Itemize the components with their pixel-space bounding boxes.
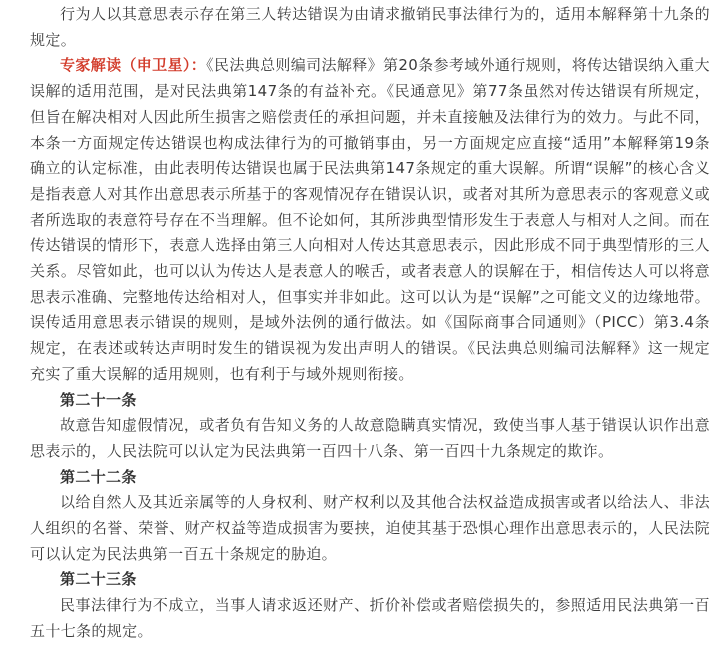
expert-commentary-paragraph — [30, 53, 710, 387]
article-21-body: 故意告知虚假情况，或者负有告知义务的人故意隐瞒真实情况，致使当事人基于错误认识作出意思表示的，人民法院可以认定为民法典第一百四十八条、第一百四十九条规定的欺诈。 — [30, 416, 710, 460]
article-22-title: 第二十二条 — [60, 467, 137, 486]
expert-commentary-label: 专家解读（申卫星）： — [60, 56, 207, 75]
article-22-body: 以给自然人及其近亲属等的人身权利、财产权利以及其他合法权益造成损害或者以给法人、非法人组织的名誉、荣誉、财产权益等造成损害为要挟，迫使其基于恐惧心理作出意思表示的，人民法院可以认定为民法典第一百五十条规定的胁迫。 — [30, 493, 710, 563]
article-21-title: 第二十一条 — [60, 390, 137, 409]
article-23-title: 第二十三条 — [60, 570, 137, 589]
article-23-body: 民事法律行为不成立，当事人请求返还财产、折价补偿或者赔偿损失的，参照适用民法典第一百五十七条的规定。 — [30, 596, 710, 640]
expert-commentary-text: 《民法典总则编司法解释》第20条参考域外通行规则，将传达错误纳入重大误解的适用范围，是对民法典第147条的有益补充。《民通意见》第77条虽然对传达错误有所规定，但旨在解决相对人因此所生损害之赔偿责任的承担问题，并未直接触及法律行为的效力。与此不同，本条一方面规定传达错误也构成法律行为的可撤销事由，另一方面规定应直接“适用”本解释第19条确立的认定标准，由此表明传达错误也属于民法典第147条规定的重大误解。所谓“误解”的核心含义是指表意人对其作出意思表示所基于的客观情况存在错误认识，或者对其所为意思表示的客观意义或者所选取的表意符号存在不当理解。但不论如何，其所涉典型情形发生于表意人与相对人之间。而在传达错误的情形下，表意人选择由第三人向相对人传达其意思表示，因此形成不同于典型情形的三人关系。尽管如此，也可以认为传达人是表意人的喉舌，或者表意人的误解在于，相信传达人可以将意思表示准确、完整地传达给相对人，但事实并非如此。这可以认为是“误解”之可能文义的边缘地带。误传适用意思表示错误的规则，是域外法例的通行做法。如《国际商事合同通则》（PICC）第3.4条规定，在表述或转达声明时发生的错误视为发出声明人的错误。《民法典总则编司法解释》这一规定充实了重大误解的适用规则，也有利于与域外规则衔接。 — [30, 56, 710, 383]
intro-paragraph: 行为人以其意思表示存在第三人转达错误为由请求撤销民事法律行为的，适用本解释第十九条的规定。 — [30, 5, 710, 49]
